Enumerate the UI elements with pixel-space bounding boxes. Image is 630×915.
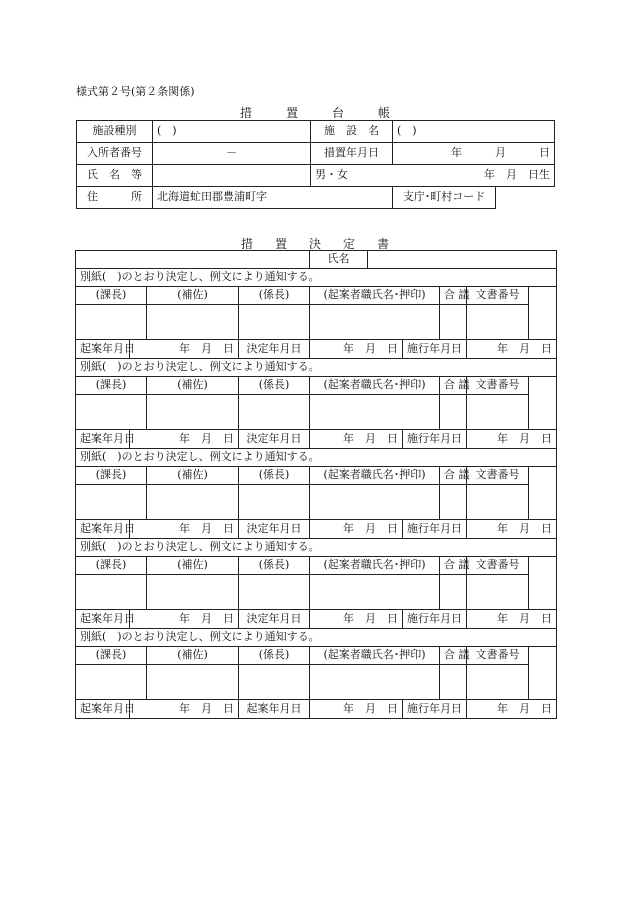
consultation-stamp-field[interactable]: [440, 305, 467, 340]
decision-notice: 別紙( )のとおり決定し、例文により通知する。: [76, 449, 557, 467]
document-number-header: 文書番号: [467, 287, 529, 305]
date-label-1: 起案年月日: [76, 520, 130, 539]
document-number-extra-cell[interactable]: [529, 287, 557, 340]
date-field-2[interactable]: 年 月 日: [310, 430, 403, 449]
decision-notice: 別紙( )のとおり決定し、例文により通知する。: [76, 269, 557, 287]
date-field-1[interactable]: 年 月 日: [130, 430, 239, 449]
document-number-field[interactable]: [467, 665, 529, 700]
document-number-extra-cell[interactable]: [529, 467, 557, 520]
date-label-2: 決定年月日: [239, 520, 310, 539]
form-number: 様式第２号(第２条関係): [76, 85, 195, 98]
section-chief-header: (課長): [76, 377, 147, 395]
subsection-chief-header: (係長): [239, 377, 310, 395]
date-field-3[interactable]: 年 月 日: [467, 340, 557, 359]
drafter-stamp-field[interactable]: [310, 395, 440, 430]
admission-number-label: 入所者番号: [77, 143, 153, 165]
date-label-2: 決定年月日: [239, 430, 310, 449]
drafter-stamp-field[interactable]: [310, 575, 440, 610]
facility-type-label: 施設種別: [77, 121, 153, 143]
subsection-chief-stamp-field[interactable]: [239, 485, 310, 520]
subsection-chief-header: (係長): [239, 287, 310, 305]
consultation-stamp-field[interactable]: [440, 395, 467, 430]
register-title-char: 台: [332, 106, 345, 120]
subsection-chief-stamp-field[interactable]: [239, 395, 310, 430]
address-field[interactable]: 北海道虻田郡豊浦町字: [153, 187, 393, 209]
subsection-chief-header: (係長): [239, 557, 310, 575]
section-chief-header: (課長): [76, 557, 147, 575]
consultation-header: 合 議: [440, 377, 467, 395]
assistant-stamp-field[interactable]: [147, 395, 239, 430]
drafter-header: (起案者職氏名･押印): [310, 557, 440, 575]
assistant-stamp-field[interactable]: [147, 305, 239, 340]
date-field-2[interactable]: 年 月 日: [310, 340, 403, 359]
address-label: 住 所: [77, 187, 153, 209]
section-chief-stamp-field[interactable]: [76, 485, 147, 520]
assistant-header: (補佐): [147, 557, 239, 575]
drafter-header: (起案者職氏名･押印): [310, 287, 440, 305]
branch-code-label: 支庁･町村コード: [393, 187, 496, 209]
date-field-3[interactable]: 年 月 日: [467, 700, 557, 719]
date-field-1[interactable]: 年 月 日: [130, 520, 239, 539]
date-field-3[interactable]: 年 月 日: [467, 610, 557, 629]
name-label: 氏 名 等: [77, 165, 153, 187]
birth-date: 年 月 日生: [484, 168, 550, 182]
date-field-2[interactable]: 年 月 日: [310, 520, 403, 539]
document-number-extra-cell[interactable]: [529, 647, 557, 700]
measure-decision-table: [75, 250, 557, 719]
decision-title-char: 決: [308, 237, 321, 251]
consultation-header: 合 議: [440, 647, 467, 665]
section-chief-header: (課長): [76, 287, 147, 305]
date-field-2[interactable]: 年 月 日: [310, 700, 403, 719]
subsection-chief-stamp-field[interactable]: [239, 305, 310, 340]
facility-type-field[interactable]: ( ): [153, 121, 311, 143]
register-title-char: 置: [285, 106, 298, 120]
consultation-stamp-field[interactable]: [440, 485, 467, 520]
name-field[interactable]: [153, 165, 311, 187]
section-chief-header: (課長): [76, 467, 147, 485]
decision-notice: 別紙( )のとおり決定し、例文により通知する。: [76, 539, 557, 557]
facility-name-field[interactable]: ( ): [393, 121, 555, 143]
date-label-2: 起案年月日: [239, 700, 310, 719]
drafter-header: (起案者職氏名･押印): [310, 467, 440, 485]
assistant-stamp-field[interactable]: [147, 665, 239, 700]
consultation-stamp-field[interactable]: [440, 575, 467, 610]
date-field-2[interactable]: 年 月 日: [310, 610, 403, 629]
register-title: [0, 104, 630, 121]
decision-notice: 別紙( )のとおり決定し、例文により通知する。: [76, 629, 557, 647]
date-label-3: 施行年月日: [403, 610, 467, 629]
document-number-field[interactable]: [467, 485, 529, 520]
drafter-header: (起案者職氏名･押印): [310, 377, 440, 395]
date-label-1: 起案年月日: [76, 340, 130, 359]
register-title-char: 帳: [378, 106, 391, 120]
decision-title-char: 置: [274, 237, 287, 251]
date-field-1[interactable]: 年 月 日: [130, 700, 239, 719]
assistant-header: (補佐): [147, 467, 239, 485]
section-chief-stamp-field[interactable]: [76, 665, 147, 700]
decision-blank-cell: [76, 251, 310, 269]
measure-register-table: [76, 120, 555, 209]
date-field-1[interactable]: 年 月 日: [130, 610, 239, 629]
date-field-1[interactable]: 年 月 日: [130, 340, 239, 359]
document-number-header: 文書番号: [467, 467, 529, 485]
decision-notice: 別紙( )のとおり決定し、例文により通知する。: [76, 359, 557, 377]
assistant-header: (補佐): [147, 377, 239, 395]
section-chief-stamp-field[interactable]: [76, 305, 147, 340]
consultation-header: 合 議: [440, 287, 467, 305]
document-number-field[interactable]: [467, 395, 529, 430]
document-number-field[interactable]: [467, 305, 529, 340]
date-label-3: 施行年月日: [403, 430, 467, 449]
consultation-header: 合 議: [440, 467, 467, 485]
admission-number-field[interactable]: －: [153, 143, 311, 165]
subsection-chief-header: (係長): [239, 647, 310, 665]
drafter-header: (起案者職氏名･押印): [310, 647, 440, 665]
section-chief-stamp-field[interactable]: [76, 575, 147, 610]
date-label-3: 施行年月日: [403, 520, 467, 539]
subsection-chief-stamp-field[interactable]: [239, 665, 310, 700]
date-label-2: 決定年月日: [239, 610, 310, 629]
decision-title-char: 措: [240, 237, 253, 251]
facility-name-label: 施 設 名: [311, 121, 393, 143]
document-number-header: 文書番号: [467, 557, 529, 575]
consultation-header: 合 議: [440, 557, 467, 575]
date-label-1: 起案年月日: [76, 430, 130, 449]
drafter-stamp-field[interactable]: [310, 485, 440, 520]
assistant-stamp-field[interactable]: [147, 485, 239, 520]
document-number-field[interactable]: [467, 575, 529, 610]
date-field-3[interactable]: 年 月 日: [467, 520, 557, 539]
gender-label: 男・女: [315, 168, 348, 182]
assistant-header: (補佐): [147, 647, 239, 665]
subsection-chief-header: (係長): [239, 467, 310, 485]
document-number-header: 文書番号: [467, 647, 529, 665]
drafter-stamp-field[interactable]: [310, 665, 440, 700]
document-number-extra-cell[interactable]: [529, 377, 557, 430]
decision-name-field[interactable]: [368, 251, 557, 269]
measure-date-field[interactable]: 年 月 日: [393, 143, 555, 165]
register-title-char: 措: [239, 106, 252, 120]
drafter-stamp-field[interactable]: [310, 305, 440, 340]
decision-name-label: 氏名: [310, 251, 368, 269]
date-label-3: 施行年月日: [403, 700, 467, 719]
document-number-extra-cell[interactable]: [529, 557, 557, 610]
consultation-stamp-field[interactable]: [440, 665, 467, 700]
document-number-header: 文書番号: [467, 377, 529, 395]
section-chief-header: (課長): [76, 647, 147, 665]
measure-date-label: 措置年月日: [311, 143, 393, 165]
section-chief-stamp-field[interactable]: [76, 395, 147, 430]
date-label-1: 起案年月日: [76, 700, 130, 719]
date-label-3: 施行年月日: [403, 340, 467, 359]
gender-birth-field[interactable]: [311, 165, 555, 187]
assistant-stamp-field[interactable]: [147, 575, 239, 610]
decision-title-char: 書: [377, 237, 390, 251]
date-label-1: 起案年月日: [76, 610, 130, 629]
date-label-2: 決定年月日: [239, 340, 310, 359]
subsection-chief-stamp-field[interactable]: [239, 575, 310, 610]
date-field-3[interactable]: 年 月 日: [467, 430, 557, 449]
decision-title-char: 定: [343, 237, 356, 251]
assistant-header: (補佐): [147, 287, 239, 305]
